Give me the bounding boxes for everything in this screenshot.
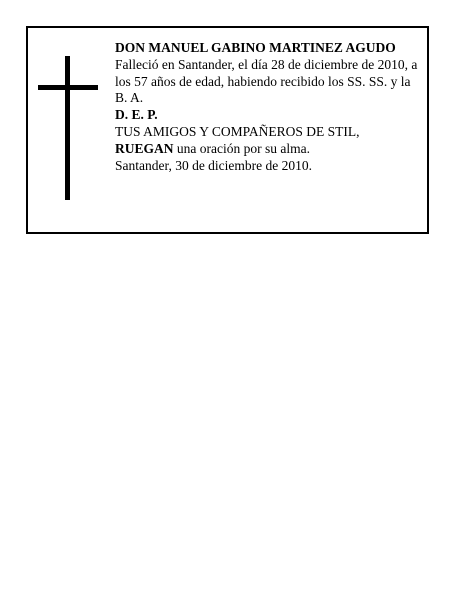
deceased-name: DON MANUEL GABINO MARTINEZ AGUDO (115, 40, 396, 55)
prayer-request-text: una oración por su alma. (173, 140, 310, 156)
cross-vertical-bar (65, 56, 70, 200)
place-date: Santander, 30 de diciembre de 2010. (115, 157, 313, 173)
obituary-notice (26, 26, 429, 234)
cross-horizontal-bar (38, 85, 98, 90)
prayer-request-verb: RUEGAN (115, 140, 174, 156)
notice-text (115, 40, 421, 174)
prayer-request (115, 141, 421, 158)
death-details: Falleció en Santander, el día 28 de diciembre de 2010, a los 57 años de edad, habiendo recibido los SS. SS. y la B. A. (115, 56, 418, 106)
cross-icon (38, 56, 98, 200)
senders: TUS AMIGOS Y COMPAÑEROS DE STIL, (115, 123, 360, 139)
rest-in-peace: D. E. P. (115, 107, 158, 123)
